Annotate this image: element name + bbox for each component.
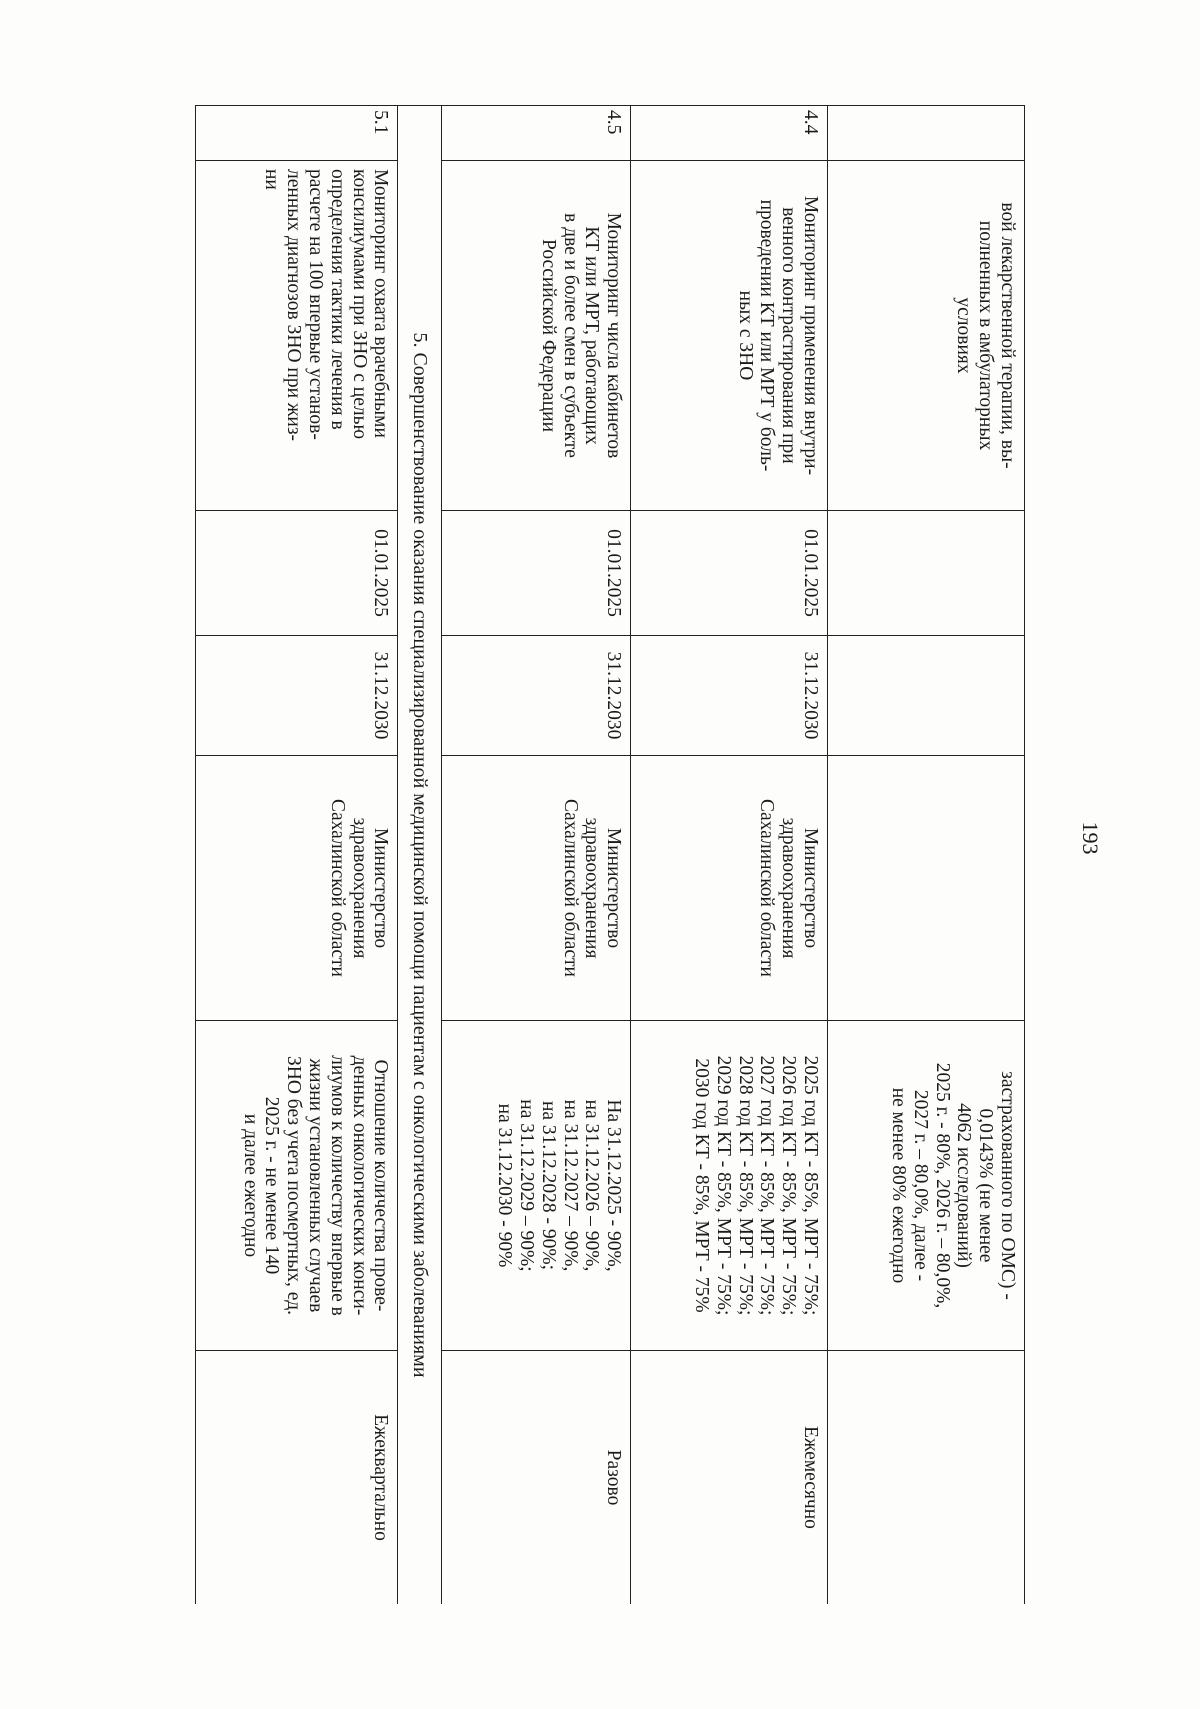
indicator-line: 2029 год КТ - 85%, МРТ - 75%;	[712, 1055, 734, 1316]
responsible-line: Министерство	[370, 827, 392, 949]
name-line: Мониторинг числа кабинетов	[603, 212, 625, 459]
name-line: КТ или МРТ, работающих	[581, 226, 603, 445]
indicator-line: 2027 г. – 80,0%, далее -	[909, 1089, 931, 1282]
name-line: ленных диагнозов ЗНО при жиз-	[283, 169, 305, 442]
responsible-line: Сахалинской области	[559, 799, 581, 977]
indicator-line: 2026 год КТ - 85%, МРТ - 75%;	[778, 1055, 800, 1316]
cell-num: 4.5	[442, 106, 631, 161]
indicator-line: на 31.12.2029 – 90%;	[516, 1099, 537, 1272]
name-line: ни	[261, 169, 283, 190]
name-line: консилиумами при ЗНО с целью	[348, 169, 370, 440]
cell-start	[828, 511, 1025, 636]
cell-start: 01.01.2025	[196, 511, 398, 636]
cell-start: 01.01.2025	[442, 511, 631, 636]
name-line: в две и более смен в субъекте	[559, 213, 581, 458]
name-line: Мониторинг охвата врачебными	[370, 169, 392, 438]
name-line: полненных в амбулаторных	[975, 220, 997, 451]
cell-start: 01.01.2025	[631, 511, 828, 636]
responsible-line: Министерство	[800, 827, 822, 949]
cell-end: 31.12.2030	[442, 636, 631, 756]
responsible-line: здравоохранения	[778, 817, 800, 959]
cell-name	[631, 161, 828, 511]
indicator-line: и далее ежегодно	[239, 1113, 261, 1258]
cell-frequency: Ежеквартально	[196, 1351, 398, 1605]
name-line: определения тактики лечения в	[326, 169, 348, 430]
indicator-line: ЗНО без учета посмертных, ед.	[283, 1055, 305, 1315]
indicator-line: на 31.12.2030 - 90%	[494, 1103, 516, 1268]
indicator-line: на 31.12.2028 - 90%;	[537, 1100, 559, 1271]
name-line: Российской Федерации	[537, 238, 559, 433]
indicator-line: жизни установленных случаев	[305, 1058, 326, 1313]
indicator-line: не менее 80% ежегодно	[887, 1087, 909, 1284]
indicator-line: 2025 г. - 80%, 2026 г. – 80,0%,	[931, 1062, 953, 1309]
table-row	[631, 106, 828, 1605]
cell-end	[828, 636, 1025, 756]
section-title: 5. Совершенствование оказания специализированной медицинской помощи пациентам с онкологическими заболеваниями	[398, 106, 442, 1605]
table-row-continuation	[828, 106, 1025, 1605]
name-line: ных с ЗНО	[734, 290, 756, 381]
name-line: условиях	[953, 297, 975, 374]
cell-indicator	[442, 1021, 631, 1351]
responsible-line: Министерство	[603, 827, 625, 949]
responsible-line: здравоохранения	[348, 817, 370, 959]
cell-name	[828, 161, 1025, 511]
indicator-line: Отношение количества прове-	[370, 1059, 392, 1312]
cell-indicator	[196, 1021, 398, 1351]
cell-frequency: Ежемесячно	[631, 1351, 828, 1605]
name-line: венного контрастирования при	[778, 207, 800, 464]
name-line: расчете на 100 впервые установ-	[305, 169, 326, 440]
cell-responsible	[442, 756, 631, 1021]
indicator-line: на 31.12.2027 – 90%,	[559, 1099, 581, 1272]
indicator-line: 2030 год КТ - 85%, МРТ - 75%	[691, 1058, 713, 1313]
page-number: 193	[1078, 821, 1103, 855]
section-header-row	[398, 106, 442, 1605]
indicator-line: на 31.12.2026 – 90%,	[581, 1099, 603, 1272]
table-row	[196, 106, 398, 1605]
cell-frequency	[828, 1351, 1025, 1605]
indicator-line: денных онкологических конси-	[348, 1055, 370, 1316]
rotated-table-sheet	[195, 105, 1025, 1604]
name-line: Мониторинг применения внутри-	[800, 195, 822, 476]
cell-num: 5.1	[196, 106, 398, 161]
cell-indicator	[828, 1021, 1025, 1351]
indicator-line: 2025 г. - не менее 140	[261, 1096, 283, 1275]
indicator-line: 2028 год КТ - 85%, МРТ - 75%;	[734, 1055, 756, 1316]
cell-name	[196, 161, 398, 511]
cell-responsible	[828, 756, 1025, 1021]
cell-responsible	[196, 756, 398, 1021]
cell-indicator	[631, 1021, 828, 1351]
responsible-line: здравоохранения	[581, 817, 603, 959]
indicator-line: 2027 год КТ - 85%, МРТ - 75%;	[756, 1055, 778, 1316]
indicator-line: 4062 исследований)	[953, 1103, 975, 1268]
table-row	[442, 106, 631, 1605]
indicator-line: застрахованного по ОМС) -	[997, 1071, 1018, 1300]
cell-end: 31.12.2030	[631, 636, 828, 756]
measures-table	[195, 105, 1025, 1604]
cell-num: 4.4	[631, 106, 828, 161]
indicator-line: лиумов к количеству впервые в	[326, 1055, 348, 1316]
cell-responsible	[631, 756, 828, 1021]
responsible-line: Сахалинской области	[326, 799, 348, 977]
rotated-table-container	[195, 105, 1025, 1604]
indicator-line: 2025 год КТ - 85%, МРТ - 75%;	[800, 1055, 822, 1316]
name-line: вой лекарственной терапии, вы-	[997, 202, 1018, 469]
name-line: проведении КТ или МРТ у боль-	[756, 199, 778, 472]
cell-end: 31.12.2030	[196, 636, 398, 756]
indicator-line: 0,0143% (не менее	[975, 1108, 997, 1263]
indicator-line: На 31.12.2025 - 90%,	[603, 1099, 625, 1272]
cell-name	[442, 161, 631, 511]
responsible-line: Сахалинской области	[756, 799, 778, 977]
cell-frequency: Разово	[442, 1351, 631, 1605]
cell-num	[828, 106, 1025, 161]
